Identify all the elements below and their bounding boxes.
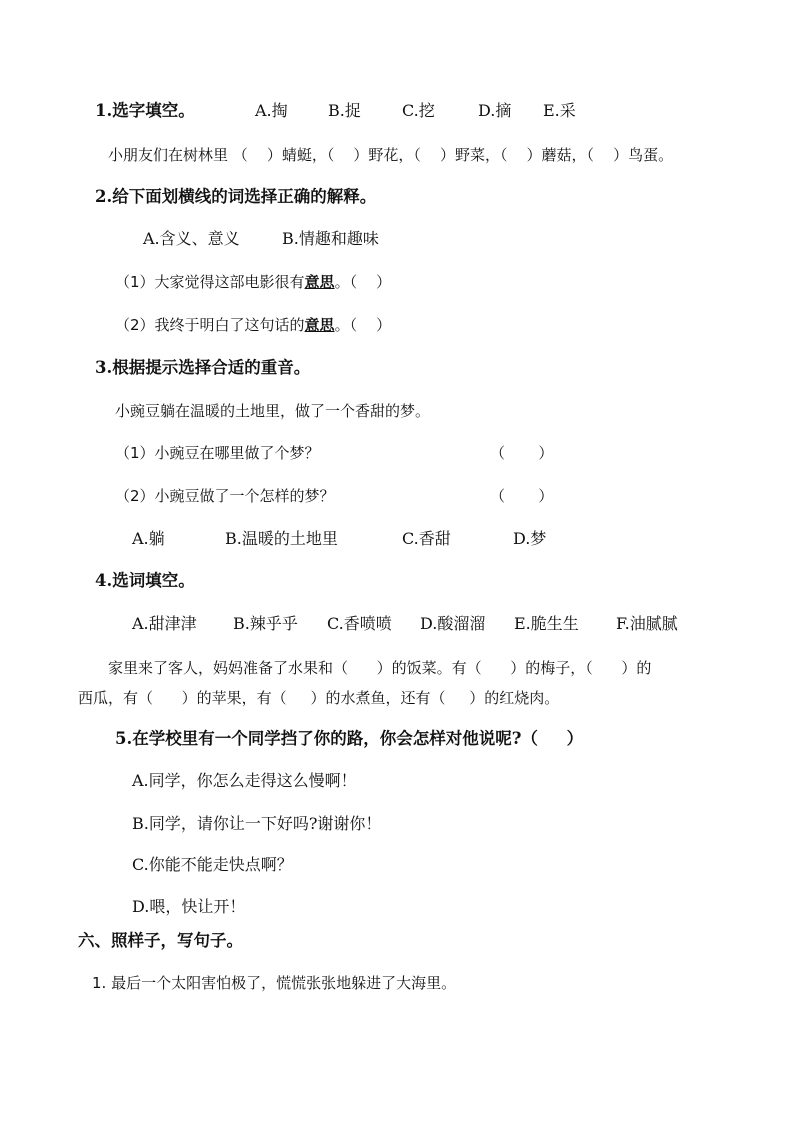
q3-option-d: D.梦 [513, 529, 547, 548]
q4-paragraph-line-1: 家里来了客人，妈妈准备了水果和（ ）的饭菜。有（ ）的梅子，（ ）的 [108, 659, 652, 677]
q4-option-d: D.酸溜溜 [420, 614, 486, 633]
q3-item-2: （2）小豌豆做了一个怎样的梦？ [115, 487, 335, 505]
q5-option-b: B.同学，请你让一下好吗?谢谢你！ [132, 814, 382, 833]
q1-option-a: A.掏 [255, 101, 288, 120]
q1-option-c: C.挖 [402, 101, 435, 120]
section-6-title: 六、照样子，写句子。 [78, 931, 243, 950]
q5-title: 5.在学校里有一个同学挡了你的路，你会怎样对他说呢?（ ） [115, 729, 584, 748]
q2-option-b: B.情趣和趣味 [282, 229, 379, 248]
q3-item-2-blank: （ ） [490, 487, 554, 505]
q5-option-d: D.喂，快让开！ [132, 897, 246, 916]
q4-option-a: A.甜津津 [132, 614, 197, 633]
q2-option-a: A.含义、意义 [143, 229, 240, 248]
q3-option-c: C.香甜 [402, 529, 451, 548]
q2-item-1: （1）大家觉得这部电影很有意思。（ ） [115, 273, 392, 291]
q1-title: 1.选字填空。 [95, 101, 195, 120]
q4-title: 4.选词填空。 [95, 571, 195, 590]
q3-option-b: B.温暖的土地里 [225, 529, 338, 548]
section-6-item-1: 1. 最后一个太阳害怕极了，慌慌张张地躲进了大海里。 [92, 974, 457, 992]
q1-sentence: 小朋友们在树林里 （ ）蜻蜓，（ ）野花，（ ）野菜，（ ）蘑菇，（ ）鸟蛋。 [108, 146, 674, 164]
q5-option-c: C.你能不能走快点啊？ [132, 855, 293, 874]
q4-option-f: F.油腻腻 [616, 614, 678, 633]
q3-sentence: 小豌豆躺在温暖的土地里，做了一个香甜的梦。 [115, 402, 431, 420]
q3-option-a: A.躺 [132, 529, 165, 548]
q1-option-e: E.采 [543, 101, 576, 120]
q1-option-d: D.摘 [478, 101, 512, 120]
q4-paragraph-line-2: 西瓜，有（ ）的苹果，有（ ）的水煮鱼，还有（ ）的红烧肉。 [78, 689, 560, 707]
q4-option-c: C.香喷喷 [327, 614, 392, 633]
q4-option-e: E.脆生生 [514, 614, 579, 633]
q1-option-b: B.捉 [328, 101, 361, 120]
q3-item-1: （1）小豌豆在哪里做了个梦？ [115, 444, 320, 462]
q2-item-2-underlined-word: 意思 [304, 316, 335, 334]
q3-item-1-blank: （ ） [490, 444, 554, 462]
q2-item-2: （2）我终于明白了这句话的意思。（ ） [115, 316, 392, 334]
q2-item-1-underlined-word: 意思 [304, 273, 335, 291]
q3-title: 3.根据提示选择合适的重音。 [95, 358, 311, 377]
q2-title: 2.给下面划横线的词选择正确的解释。 [95, 187, 377, 206]
q4-option-b: B.辣乎乎 [233, 614, 298, 633]
q5-option-a: A.同学，你怎么走得这么慢啊！ [132, 771, 357, 790]
